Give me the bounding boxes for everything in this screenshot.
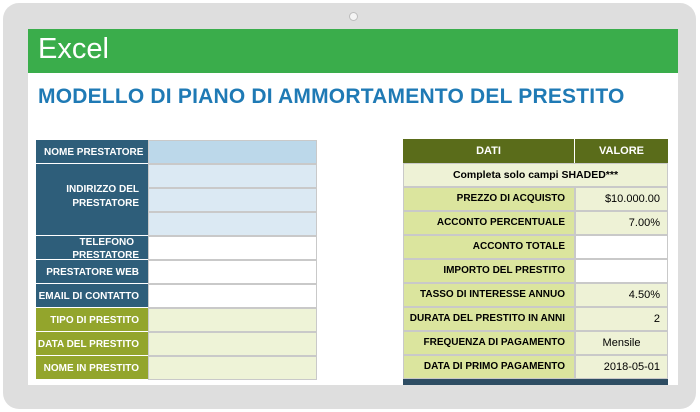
label-borrower-name: NOME PRESTATORE xyxy=(36,140,148,164)
row-label-loan-term-years: DURATA DEL PRESTITO IN ANNI xyxy=(403,307,575,331)
value-annual-interest-rate[interactable]: 4.50% xyxy=(575,283,668,307)
input-address-line-3[interactable] xyxy=(148,212,317,236)
input-address-line-2[interactable] xyxy=(148,188,317,212)
input-address-line-1[interactable] xyxy=(148,164,317,188)
row-label-loan-amount: IMPORTO DEL PRESTITO xyxy=(403,259,575,283)
column-header-value: VALORE xyxy=(575,139,668,163)
value-loan-amount[interactable] xyxy=(575,259,668,283)
input-contact-email[interactable] xyxy=(148,284,317,308)
input-borrower-phone[interactable] xyxy=(148,236,317,260)
excel-logo-text: Excel xyxy=(38,33,109,65)
camera-dot xyxy=(349,12,358,21)
value-down-payment-percent[interactable]: 7.00% xyxy=(575,211,668,235)
label-loan-name: NOME IN PRESTITO xyxy=(36,356,148,380)
details-table-footer-band xyxy=(403,379,668,385)
label-borrower-phone: TELEFONO PRESTATORE xyxy=(36,236,148,260)
input-loan-type[interactable] xyxy=(148,308,317,332)
column-header-data: DATI xyxy=(403,139,575,163)
row-label-annual-interest-rate: TASSO DI INTERESSE ANNUO xyxy=(403,283,575,307)
row-label-down-payment-percent: ACCONTO PERCENTUALE xyxy=(403,211,575,235)
shaded-fields-note: Completa solo campi SHADED*** xyxy=(403,163,668,187)
row-label-payment-frequency: FREQUENZA DI PAGAMENTO xyxy=(403,331,575,355)
row-label-first-payment-date: DATA DI PRIMO PAGAMENTO xyxy=(403,355,575,379)
input-borrower-name[interactable] xyxy=(148,140,317,164)
value-down-payment-total[interactable] xyxy=(575,235,668,259)
value-payment-frequency[interactable]: Mensile xyxy=(575,331,668,355)
value-loan-term-years[interactable]: 2 xyxy=(575,307,668,331)
label-borrower-address: INDIRIZZO DEL PRESTATORE xyxy=(36,164,148,236)
value-purchase-price[interactable]: $10.000.00 xyxy=(575,187,668,211)
excel-banner xyxy=(28,29,678,73)
value-first-payment-date[interactable]: 2018-05-01 xyxy=(575,355,668,379)
input-loan-name[interactable] xyxy=(148,356,317,380)
input-loan-date[interactable] xyxy=(148,332,317,356)
input-borrower-web[interactable] xyxy=(148,260,317,284)
page-title: MODELLO DI PIANO DI AMMORTAMENTO DEL PRESTITO xyxy=(38,85,625,108)
label-loan-type: TIPO DI PRESTITO xyxy=(36,308,148,332)
label-loan-date: DATA DEL PRESTITO xyxy=(36,332,148,356)
label-borrower-web: PRESTATORE WEB xyxy=(36,260,148,284)
row-label-down-payment-total: ACCONTO TOTALE xyxy=(403,235,575,259)
label-contact-email: EMAIL DI CONTATTO xyxy=(36,284,148,308)
spreadsheet-screen xyxy=(28,29,678,385)
tablet-frame xyxy=(3,3,696,409)
row-label-purchase-price: PREZZO DI ACQUISTO xyxy=(403,187,575,211)
